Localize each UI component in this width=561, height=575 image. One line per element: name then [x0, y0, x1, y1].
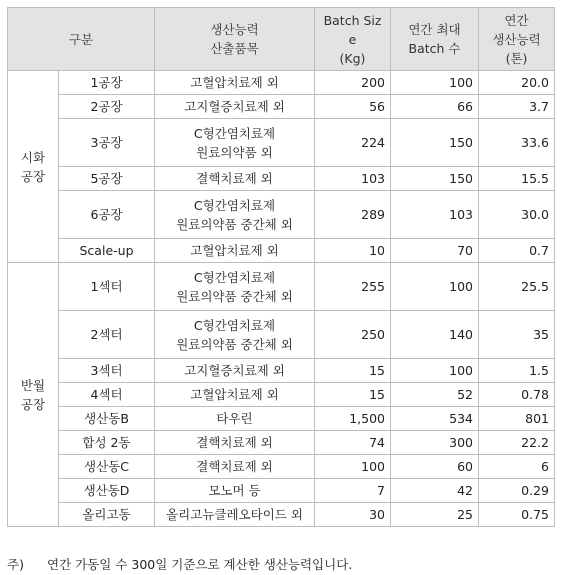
products-cell	[155, 191, 315, 239]
table-row	[8, 119, 555, 167]
product-line: 고지혈증치료제 외	[184, 363, 285, 378]
annual-batches-cell: 70	[391, 239, 479, 263]
products-cell	[155, 383, 315, 407]
batch-size-cell: 30	[315, 503, 391, 527]
table-row	[8, 359, 555, 383]
product-line: 고혈압치료제 외	[190, 75, 279, 90]
header-batch-size-line1: Batch Siz	[323, 12, 382, 28]
batch-size-cell: 74	[315, 431, 391, 455]
batch-size-cell: 56	[315, 95, 391, 119]
footnote-mark: 주)	[7, 557, 24, 572]
header-batch-size-line3: (Kg)	[339, 50, 366, 66]
product-line: C형간염치료제	[193, 317, 276, 333]
capacity-cell: 801	[479, 407, 555, 431]
group-cell	[8, 71, 59, 263]
annual-batches-cell: 52	[391, 383, 479, 407]
capacity-cell: 6	[479, 455, 555, 479]
table-row	[8, 407, 555, 431]
unit-cell: 2공장	[59, 95, 155, 119]
annual-batches-cell: 60	[391, 455, 479, 479]
capacity-cell: 22.2	[479, 431, 555, 455]
capacity-cell: 25.5	[479, 263, 555, 311]
batch-size-cell: 15	[315, 383, 391, 407]
unit-cell: 올리고동	[59, 503, 155, 527]
group-name-line: 공장	[20, 396, 46, 412]
capacity-cell: 33.6	[479, 119, 555, 167]
product-line: C형간염치료제	[193, 269, 276, 285]
batch-size-cell: 200	[315, 71, 391, 95]
table-row	[8, 239, 555, 263]
capacity-cell: 0.29	[479, 479, 555, 503]
unit-cell: 3섹터	[59, 359, 155, 383]
group-name-line: 시화	[20, 149, 46, 165]
unit-cell: 4섹터	[59, 383, 155, 407]
table-row	[8, 191, 555, 239]
capacity-cell: 15.5	[479, 167, 555, 191]
products-cell	[155, 95, 315, 119]
table-body	[8, 71, 555, 527]
unit-cell: 3공장	[59, 119, 155, 167]
batch-size-cell: 7	[315, 479, 391, 503]
capacity-cell: 0.75	[479, 503, 555, 527]
annual-batches-cell: 25	[391, 503, 479, 527]
header-products-line2: 산출품목	[210, 41, 259, 56]
header-category	[8, 8, 155, 71]
footnote	[7, 555, 352, 573]
batch-size-cell: 15	[315, 359, 391, 383]
products-cell	[155, 71, 315, 95]
header-capacity-line1: 연간	[504, 12, 529, 28]
header-capacity-line2: 생산능력	[492, 31, 541, 47]
product-line: 모노머 등	[208, 483, 261, 498]
products-cell	[155, 407, 315, 431]
products-cell	[155, 503, 315, 527]
product-line: C형간염치료제	[193, 125, 276, 141]
batch-size-cell: 224	[315, 119, 391, 167]
unit-cell: 2섹터	[59, 311, 155, 359]
product-line: C형간염치료제	[193, 197, 276, 213]
batch-size-cell: 100	[315, 455, 391, 479]
capacity-table	[7, 7, 555, 527]
unit-cell: 1섹터	[59, 263, 155, 311]
table-row	[8, 263, 555, 311]
table-row	[8, 455, 555, 479]
unit-cell: Scale-up	[59, 239, 155, 263]
capacity-cell: 0.78	[479, 383, 555, 407]
product-line: 고지혈증치료제 외	[184, 99, 285, 114]
product-line: 원료의약품 중간체 외	[176, 288, 293, 304]
header-products	[155, 8, 315, 71]
batch-size-cell: 250	[315, 311, 391, 359]
annual-batches-cell: 42	[391, 479, 479, 503]
capacity-cell: 30.0	[479, 191, 555, 239]
capacity-cell: 35	[479, 311, 555, 359]
header-products-line1: 생산능력	[210, 22, 259, 37]
product-line: 타우린	[216, 411, 253, 426]
capacity-cell: 3.7	[479, 95, 555, 119]
batch-size-cell: 103	[315, 167, 391, 191]
table-row	[8, 71, 555, 95]
header-category-label: 구분	[68, 31, 94, 47]
products-cell	[155, 479, 315, 503]
product-line: 결핵치료제 외	[196, 435, 273, 450]
annual-batches-cell: 100	[391, 71, 479, 95]
annual-batches-cell: 534	[391, 407, 479, 431]
unit-cell: 5공장	[59, 167, 155, 191]
product-line: 결핵치료제 외	[196, 171, 273, 186]
table-row	[8, 167, 555, 191]
batch-size-cell: 10	[315, 239, 391, 263]
product-line: 고혈압치료제 외	[190, 243, 279, 258]
unit-cell: 합성 2동	[59, 431, 155, 455]
product-line: 원료의약품 중간체 외	[176, 216, 293, 232]
products-cell	[155, 167, 315, 191]
capacity-cell: 0.7	[479, 239, 555, 263]
footnote-text: 연간 가동일 수 300일 기준으로 계산한 생산능력입니다.	[47, 557, 353, 572]
products-cell	[155, 359, 315, 383]
products-cell	[155, 431, 315, 455]
header-capacity	[479, 8, 555, 71]
annual-batches-cell: 300	[391, 431, 479, 455]
table-row	[8, 479, 555, 503]
product-line: 원료의약품 중간체 외	[176, 336, 293, 352]
annual-batches-cell: 100	[391, 263, 479, 311]
table-row	[8, 311, 555, 359]
group-name-line: 반월	[20, 377, 46, 393]
capacity-cell: 1.5	[479, 359, 555, 383]
products-cell	[155, 263, 315, 311]
unit-cell: 1공장	[59, 71, 155, 95]
header-batch-size-line2: e	[348, 31, 357, 47]
unit-cell: 6공장	[59, 191, 155, 239]
table-row	[8, 383, 555, 407]
batch-size-cell: 255	[315, 263, 391, 311]
unit-cell: 생산동D	[59, 479, 155, 503]
header-capacity-line3: (톤)	[505, 50, 528, 66]
annual-batches-cell: 66	[391, 95, 479, 119]
header-annual-batches-line2: Batch 수	[408, 41, 461, 56]
unit-cell: 생산동C	[59, 455, 155, 479]
table-row	[8, 431, 555, 455]
annual-batches-cell: 150	[391, 167, 479, 191]
annual-batches-cell: 103	[391, 191, 479, 239]
product-line: 결핵치료제 외	[196, 459, 273, 474]
header-annual-batches	[391, 8, 479, 71]
header-batch-size	[315, 8, 391, 71]
batch-size-cell: 289	[315, 191, 391, 239]
header-annual-batches-line1: 연간 최대	[408, 22, 461, 37]
product-line: 고혈압치료제 외	[190, 387, 279, 402]
table-row	[8, 503, 555, 527]
products-cell	[155, 311, 315, 359]
group-cell	[8, 263, 59, 527]
product-line: 올리고뉴클레오타이드 외	[166, 507, 303, 522]
annual-batches-cell: 140	[391, 311, 479, 359]
table-row	[8, 95, 555, 119]
product-line: 원료의약품 외	[196, 144, 273, 160]
unit-cell: 생산동B	[59, 407, 155, 431]
group-name-line: 공장	[20, 168, 46, 184]
capacity-cell: 20.0	[479, 71, 555, 95]
header-row	[8, 8, 555, 71]
annual-batches-cell: 150	[391, 119, 479, 167]
batch-size-cell: 1,500	[315, 407, 391, 431]
annual-batches-cell: 100	[391, 359, 479, 383]
products-cell	[155, 239, 315, 263]
products-cell	[155, 119, 315, 167]
products-cell	[155, 455, 315, 479]
